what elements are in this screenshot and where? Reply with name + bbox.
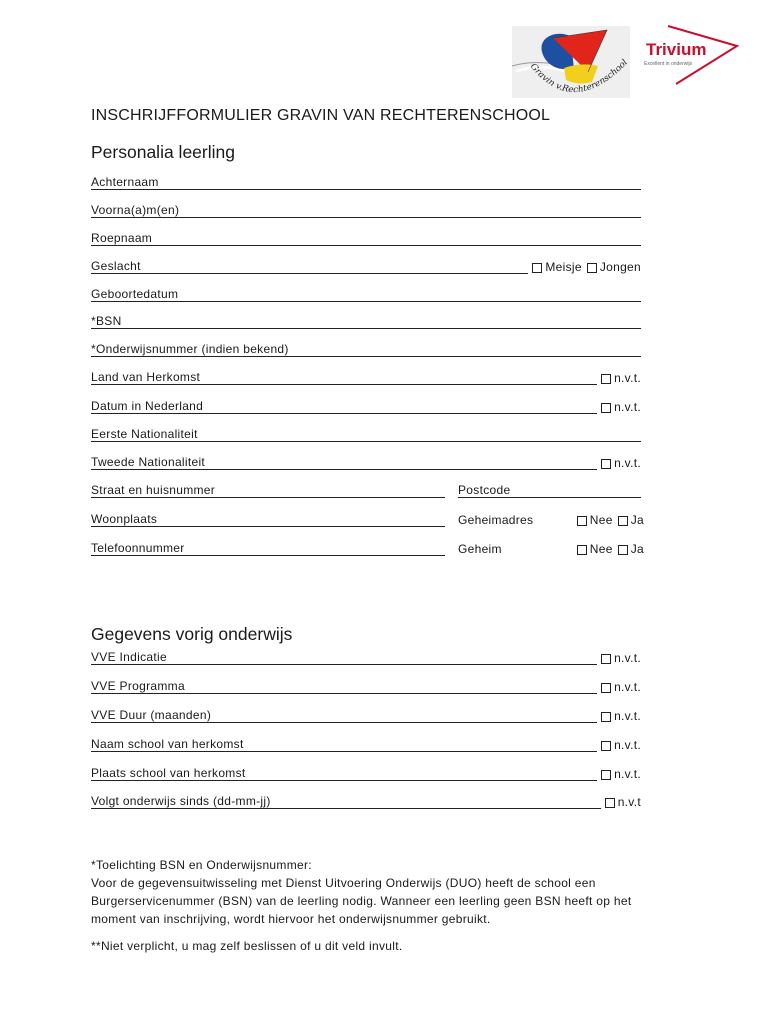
roepnaam-field — [91, 232, 641, 246]
telefoonnummer-label: Telefoonnummer — [91, 542, 185, 555]
woonplaats-field — [91, 513, 445, 527]
checkbox-icon — [532, 263, 542, 273]
row-onderwijs-sinds — [91, 795, 641, 809]
checkbox-icon — [601, 683, 611, 693]
geboortedatum-label: Geboortedatum — [91, 288, 179, 301]
plaats-school-options — [601, 768, 641, 781]
postcode-field — [458, 484, 641, 498]
option-nvt — [601, 681, 641, 694]
row-tweede-nationaliteit — [91, 456, 641, 470]
geboortedatum-field — [91, 288, 641, 302]
bsn-field — [91, 315, 641, 329]
woonplaats-label: Woonplaats — [91, 513, 158, 526]
row-onderwijsnummer — [91, 343, 641, 357]
geheimadres-options — [577, 514, 644, 527]
vve-programma-label: VVE Programma — [91, 680, 185, 693]
onderwijsnummer-label: *Onderwijsnummer (indien bekend) — [91, 343, 289, 356]
option-label: Meisje — [545, 260, 582, 274]
row-straat-postcode — [91, 484, 641, 498]
achternaam-field — [91, 176, 641, 190]
trivium-tagline: Excellent in onderwijs — [644, 61, 693, 67]
row-plaats-school — [91, 767, 641, 781]
option-label: n.v.t — [617, 795, 641, 809]
option-ja — [618, 514, 644, 527]
row-bsn — [91, 315, 641, 329]
checkbox-icon — [618, 516, 628, 526]
eerste-nationaliteit-field — [91, 428, 641, 442]
option-nvt — [601, 457, 641, 470]
checkbox-icon — [577, 516, 587, 526]
row-telefoonnummer — [91, 542, 644, 556]
option-label: n.v.t. — [614, 709, 641, 723]
row-vve-indicatie — [91, 651, 641, 665]
geslacht-field — [91, 260, 528, 274]
row-datum-in-nederland — [91, 400, 641, 414]
land-van-herkomst-options — [601, 372, 641, 385]
personalia-heading: Personalia leerling — [91, 142, 235, 162]
option-label: n.v.t. — [614, 456, 641, 470]
onderwijs-sinds-field — [91, 795, 601, 809]
option-label: Ja — [630, 542, 644, 556]
row-roepnaam — [91, 232, 641, 246]
option-label: Ja — [630, 513, 644, 527]
vve-indicatie-label: VVE Indicatie — [91, 651, 167, 664]
trivium-name: Trivium — [646, 40, 707, 59]
bsn-label: *BSN — [91, 315, 122, 328]
land-van-herkomst-field — [91, 371, 597, 385]
postcode-label: Postcode — [458, 484, 511, 497]
roepnaam-label: Roepnaam — [91, 232, 153, 245]
checkbox-icon — [601, 741, 611, 751]
checkbox-icon — [601, 374, 611, 384]
datum-in-nederland-label: Datum in Nederland — [91, 400, 204, 413]
naam-school-options — [601, 739, 641, 752]
achternaam-label: Achternaam — [91, 176, 159, 189]
tweede-nationaliteit-label: Tweede Nationaliteit — [91, 456, 206, 469]
row-land-van-herkomst — [91, 371, 641, 385]
row-naam-school — [91, 738, 641, 752]
onderwijs-sinds-label: Volgt onderwijs sinds (dd-mm-jj) — [91, 795, 271, 808]
datum-in-nederland-field — [91, 400, 597, 414]
vve-duur-label: VVE Duur (maanden) — [91, 709, 212, 722]
checkbox-icon — [601, 770, 611, 780]
option-label: Nee — [589, 513, 613, 527]
checkbox-icon — [601, 459, 611, 469]
bsn-note-line: Voor de gegevensuitwisseling met Dienst Uitvoering Onderwijs (DUO) heeft de school een — [91, 876, 596, 890]
onderwijsnummer-field — [91, 343, 641, 357]
geheimadres-label: Geheimadres — [458, 513, 534, 527]
optional-field-note: **Niet verplicht, u mag zelf beslissen of u dit veld invult. — [91, 939, 403, 953]
tweede-nationaliteit-options — [601, 457, 641, 470]
vve-programma-field — [91, 680, 597, 694]
telefoonnummer-field — [91, 542, 445, 556]
vve-indicatie-options — [601, 652, 641, 665]
school-logo — [508, 22, 636, 100]
form-title: INSCHRIJFFORMULIER GRAVIN VAN RECHTERENSCHOOL — [91, 107, 551, 124]
bsn-note-title: *Toelichting BSN en Onderwijsnummer: — [91, 858, 312, 872]
datum-in-nederland-options — [601, 401, 641, 414]
row-geslacht — [91, 260, 641, 274]
option-nvt — [605, 796, 641, 809]
option-nvt — [601, 652, 641, 665]
row-eerste-nationaliteit — [91, 428, 641, 442]
option-label: n.v.t. — [614, 767, 641, 781]
geheim-options — [577, 543, 644, 556]
row-achternaam — [91, 176, 641, 190]
option-label: n.v.t. — [614, 651, 641, 665]
bsn-note-line: moment van inschrijving, wordt hiervoor het onderwijsnummer gebruikt. — [91, 912, 491, 926]
bsn-note-line: Burgerservicenummer (BSN) van de leerling nodig. Wanneer een leerling geen BSN heeft op het — [91, 894, 632, 908]
onderwijs-sinds-options — [605, 796, 641, 809]
row-woonplaats — [91, 513, 644, 527]
checkbox-icon — [605, 798, 615, 808]
straat-label: Straat en huisnummer — [91, 484, 216, 497]
checkbox-icon — [601, 403, 611, 413]
geheim-label: Geheim — [458, 542, 502, 556]
option-label: Jongen — [599, 260, 641, 274]
vve-duur-options — [601, 710, 641, 723]
naam-school-field — [91, 738, 597, 752]
checkbox-icon — [601, 712, 611, 722]
row-vve-duur — [91, 709, 641, 723]
option-nvt — [601, 401, 641, 414]
plaats-school-field — [91, 767, 597, 781]
checkbox-icon — [577, 545, 587, 555]
option-jongen — [587, 261, 641, 274]
option-nvt — [601, 768, 641, 781]
option-label: n.v.t. — [614, 371, 641, 385]
vorig-onderwijs-heading: Gegevens vorig onderwijs — [91, 624, 293, 644]
option-label: n.v.t. — [614, 400, 641, 414]
option-ja — [618, 543, 644, 556]
option-nee — [577, 514, 613, 527]
voornamen-label: Voorna(a)m(en) — [91, 204, 180, 217]
checkbox-icon — [601, 654, 611, 664]
option-label: n.v.t. — [614, 680, 641, 694]
row-vve-programma — [91, 680, 641, 694]
eerste-nationaliteit-label: Eerste Nationaliteit — [91, 428, 198, 441]
geslacht-label: Geslacht — [91, 260, 141, 273]
option-nee — [577, 543, 613, 556]
option-meisje — [532, 261, 581, 274]
option-label: Nee — [589, 542, 613, 556]
option-nvt — [601, 372, 641, 385]
naam-school-label: Naam school van herkomst — [91, 738, 244, 751]
vve-indicatie-field — [91, 651, 597, 665]
straat-field — [91, 484, 445, 498]
plaats-school-label: Plaats school van herkomst — [91, 767, 246, 780]
option-label: n.v.t. — [614, 738, 641, 752]
vve-duur-field — [91, 709, 597, 723]
tweede-nationaliteit-field — [91, 456, 597, 470]
row-geboortedatum — [91, 288, 641, 302]
checkbox-icon — [618, 545, 628, 555]
row-voornamen — [91, 204, 641, 218]
trivium-logo — [638, 20, 744, 90]
option-nvt — [601, 710, 641, 723]
school-logo-text: Gravin v.Rechterenschool — [527, 57, 630, 96]
option-nvt — [601, 739, 641, 752]
geslacht-options — [532, 261, 641, 274]
land-van-herkomst-label: Land van Herkomst — [91, 371, 201, 384]
voornamen-field — [91, 204, 641, 218]
checkbox-icon — [587, 263, 597, 273]
vve-programma-options — [601, 681, 641, 694]
